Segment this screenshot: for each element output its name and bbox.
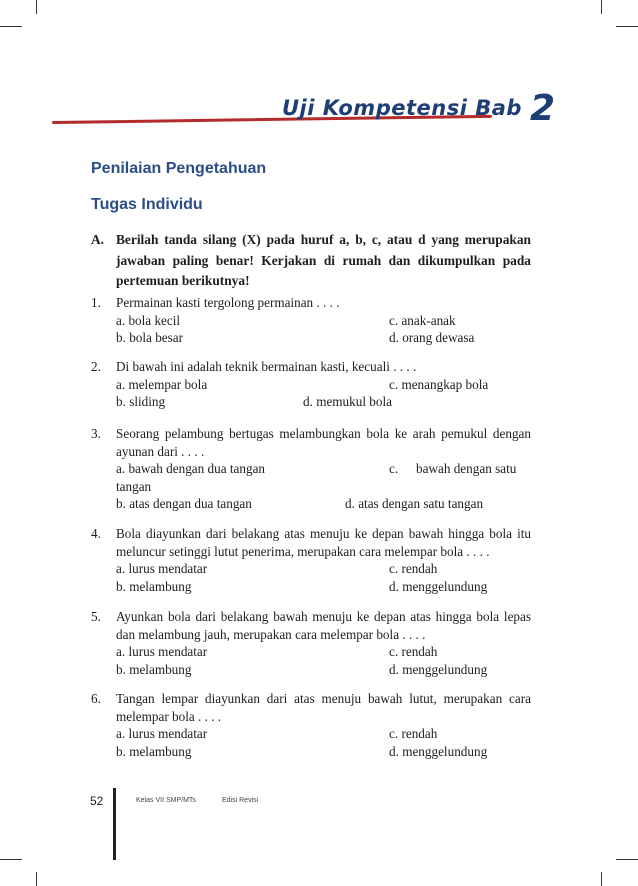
question-4 — [91, 525, 531, 595]
crop-mark — [601, 0, 602, 14]
question-5 — [91, 608, 531, 678]
option-d: d. menggelundung — [389, 743, 488, 759]
option-c-label: c. — [389, 461, 399, 477]
crop-mark — [36, 0, 37, 14]
question-number: 3. — [91, 426, 101, 441]
footer-edition: Edisi Revisi — [222, 797, 259, 804]
question-number: 2. — [91, 359, 101, 374]
question-2 — [91, 358, 531, 411]
crop-mark — [0, 859, 22, 860]
section-heading: Penilaian Pengetahuan — [91, 160, 267, 177]
chapter-number: 2 — [530, 88, 556, 129]
option-a: a. lurus mendatar — [116, 644, 208, 660]
option-c: c. rendah — [389, 644, 438, 660]
crop-mark — [616, 26, 638, 27]
option-b: b. melambung — [116, 743, 192, 759]
option-a: a. lurus mendatar — [116, 561, 208, 577]
crop-mark — [616, 859, 638, 860]
option-c: c. anak-anak — [389, 312, 456, 328]
option-d: d. atas dengan satu tangan — [345, 496, 484, 512]
option-c: c. rendah — [389, 561, 438, 577]
option-c: c. rendah — [389, 726, 438, 742]
option-d: d. menggelundung — [389, 661, 488, 677]
question-6 — [91, 690, 531, 760]
option-c: c. menangkap bola — [389, 376, 489, 392]
question-stem: Permainan kasti tergolong permainan . . . . — [116, 295, 340, 310]
question-number: 5. — [91, 609, 101, 624]
option-c-wrap: tangan — [116, 478, 152, 494]
instruction — [91, 230, 531, 292]
page-number: 52 — [90, 794, 104, 808]
question-stem: Seorang pelambung bertugas melambungkan bola ke arah pemukul dengan ayunan dari . . . . — [116, 426, 531, 459]
option-b: b. atas dengan dua tangan — [116, 496, 252, 512]
footer-book: Kelas VII SMP/MTs — [136, 797, 196, 804]
option-b: b. melambung — [116, 661, 192, 677]
option-d: d. orang dewasa — [389, 330, 475, 346]
option-d: d. memukul bola — [303, 394, 393, 410]
question-number: 4. — [91, 526, 101, 541]
question-stem: Di bawah ini adalah teknik bermainan kasti, kecuali . . . . — [116, 359, 417, 374]
option-a: a. bola kecil — [116, 312, 181, 328]
option-a: a. melempar bola — [116, 376, 208, 392]
question-1 — [91, 294, 531, 347]
chapter-title: Uji Kompetensi Bab — [282, 96, 522, 120]
option-a: a. bawah dengan dua tangan — [116, 461, 266, 477]
option-d: d. menggelundung — [389, 578, 488, 594]
instruction-label: A. — [91, 232, 105, 247]
option-a: a. lurus mendatar — [116, 726, 208, 742]
option-b: b. bola besar — [116, 330, 184, 346]
question-number: 6. — [91, 691, 101, 706]
option-b: b. melambung — [116, 578, 192, 594]
option-b: b. sliding — [116, 394, 166, 410]
option-c-text: bawah dengan satu — [416, 461, 517, 477]
crop-mark — [601, 872, 602, 886]
question-number: 1. — [91, 295, 101, 310]
footer-divider — [113, 788, 116, 860]
question-stem: Tangan lempar diayunkan dari atas menuju bawah lutut, merupakan cara melempar bola . . . . — [116, 691, 531, 724]
question-3 — [91, 425, 531, 513]
crop-mark — [36, 872, 37, 886]
sub-heading: Tugas Individu — [91, 196, 203, 213]
question-stem: Ayunkan bola dari belakang bawah menuju ke depan atas hingga bola lepas dan melambung jauh, merupakan cara melempar bola . . . . — [116, 609, 531, 642]
instruction-text: Berilah tanda silang (X) pada huruf a, b, c, atau d yang merupakan jawaban paling benar! Kerjakan di rumah dan dikumpulkan pada pertemuan berikutnya! — [116, 232, 531, 288]
crop-mark — [0, 26, 22, 27]
question-stem: Bola diayunkan dari belakang atas menuju ke depan bawah hingga bola itu meluncur setinggi lutut penerima, merupakan cara melempar bola . . . . — [116, 526, 531, 559]
